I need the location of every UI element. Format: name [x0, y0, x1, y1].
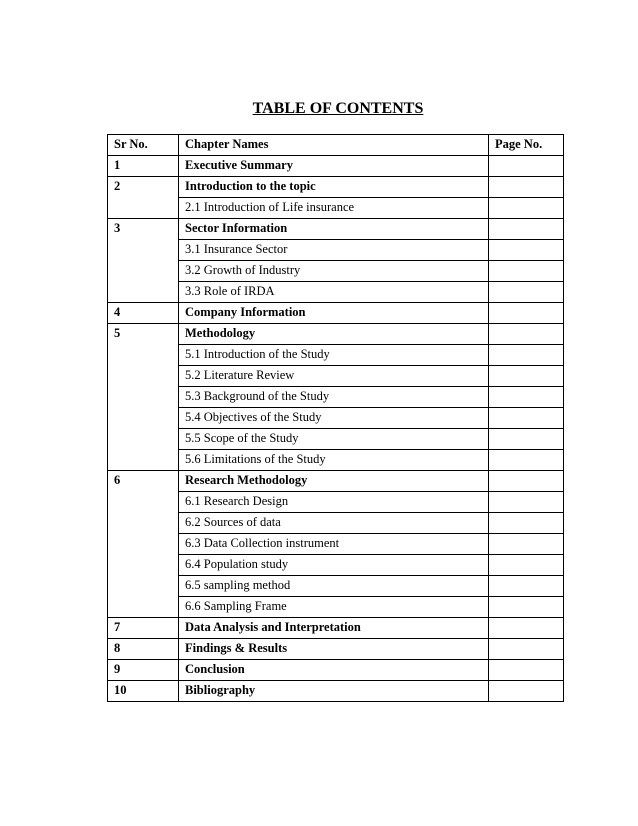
header-chapter-names: Chapter Names: [179, 135, 489, 156]
sr-no-empty-cell: [108, 450, 179, 471]
sr-no-empty-cell: [108, 408, 179, 429]
chapter-name-cell: Executive Summary: [179, 156, 489, 177]
sr-no-empty-cell: [108, 534, 179, 555]
page-no-cell: [489, 555, 564, 576]
page-no-cell: [489, 639, 564, 660]
page-no-cell: [489, 261, 564, 282]
table-row: [108, 387, 564, 408]
page-no-cell: [489, 345, 564, 366]
table-row: [108, 639, 564, 660]
sr-no-cell: 5: [108, 324, 179, 345]
table-row: [108, 198, 564, 219]
section-name-cell: 3.1 Insurance Sector: [179, 240, 489, 261]
section-name-cell: 6.3 Data Collection instrument: [179, 534, 489, 555]
page-no-cell: [489, 282, 564, 303]
table-row: [108, 408, 564, 429]
section-name-cell: 2.1 Introduction of Life insurance: [179, 198, 489, 219]
chapter-name-cell: Methodology: [179, 324, 489, 345]
table-row: [108, 177, 564, 198]
table-row: [108, 303, 564, 324]
chapter-name-cell: Introduction to the topic: [179, 177, 489, 198]
section-name-cell: 3.3 Role of IRDA: [179, 282, 489, 303]
page-no-cell: [489, 492, 564, 513]
section-name-cell: 3.2 Growth of Industry: [179, 261, 489, 282]
toc-body: [108, 156, 564, 702]
page-no-cell: [489, 429, 564, 450]
table-row: [108, 261, 564, 282]
page-no-cell: [489, 513, 564, 534]
toc-table: [107, 134, 564, 702]
section-name-cell: 6.1 Research Design: [179, 492, 489, 513]
chapter-name-cell: Sector Information: [179, 219, 489, 240]
sr-no-cell: 2: [108, 177, 179, 198]
chapter-name-cell: Company Information: [179, 303, 489, 324]
page-no-cell: [489, 303, 564, 324]
sr-no-empty-cell: [108, 429, 179, 450]
table-row: [108, 597, 564, 618]
chapter-name-cell: Findings & Results: [179, 639, 489, 660]
section-name-cell: 5.6 Limitations of the Study: [179, 450, 489, 471]
sr-no-empty-cell: [108, 366, 179, 387]
sr-no-empty-cell: [108, 240, 179, 261]
table-header-row: [108, 135, 564, 156]
sr-no-empty-cell: [108, 597, 179, 618]
sr-no-cell: 6: [108, 471, 179, 492]
page-title: TABLE OF CONTENTS: [252, 100, 424, 117]
page-no-cell: [489, 450, 564, 471]
table-row: [108, 534, 564, 555]
sr-no-empty-cell: [108, 387, 179, 408]
page-no-cell: [489, 387, 564, 408]
section-name-cell: 5.1 Introduction of the Study: [179, 345, 489, 366]
section-name-cell: 6.6 Sampling Frame: [179, 597, 489, 618]
chapter-name-cell: Bibliography: [179, 681, 489, 702]
sr-no-cell: 9: [108, 660, 179, 681]
table-row: [108, 555, 564, 576]
table-row: [108, 156, 564, 177]
page-no-cell: [489, 681, 564, 702]
page-no-cell: [489, 219, 564, 240]
table-row: [108, 471, 564, 492]
sr-no-empty-cell: [108, 513, 179, 534]
section-name-cell: 6.2 Sources of data: [179, 513, 489, 534]
section-name-cell: 5.4 Objectives of the Study: [179, 408, 489, 429]
sr-no-empty-cell: [108, 555, 179, 576]
page-no-cell: [489, 471, 564, 492]
page-no-cell: [489, 660, 564, 681]
section-name-cell: 5.2 Literature Review: [179, 366, 489, 387]
page-no-cell: [489, 534, 564, 555]
table-row: [108, 282, 564, 303]
sr-no-cell: 7: [108, 618, 179, 639]
table-row: [108, 492, 564, 513]
table-row: [108, 681, 564, 702]
section-name-cell: 6.4 Population study: [179, 555, 489, 576]
page-no-cell: [489, 618, 564, 639]
section-name-cell: 5.5 Scope of the Study: [179, 429, 489, 450]
page-no-cell: [489, 156, 564, 177]
page-no-cell: [489, 240, 564, 261]
page-no-cell: [489, 324, 564, 345]
header-page-no: Page No.: [489, 135, 564, 156]
sr-no-empty-cell: [108, 576, 179, 597]
table-row: [108, 513, 564, 534]
table-row: [108, 576, 564, 597]
page-no-cell: [489, 177, 564, 198]
table-row: [108, 240, 564, 261]
sr-no-empty-cell: [108, 282, 179, 303]
chapter-name-cell: Research Methodology: [179, 471, 489, 492]
table-row: [108, 618, 564, 639]
chapter-name-cell: Conclusion: [179, 660, 489, 681]
table-row: [108, 366, 564, 387]
sr-no-empty-cell: [108, 345, 179, 366]
sr-no-empty-cell: [108, 261, 179, 282]
sr-no-cell: 8: [108, 639, 179, 660]
table-row: [108, 429, 564, 450]
sr-no-cell: 3: [108, 219, 179, 240]
page-no-cell: [489, 366, 564, 387]
page-no-cell: [489, 408, 564, 429]
sr-no-cell: 10: [108, 681, 179, 702]
sr-no-empty-cell: [108, 492, 179, 513]
chapter-name-cell: Data Analysis and Interpretation: [179, 618, 489, 639]
section-name-cell: 6.5 sampling method: [179, 576, 489, 597]
page-no-cell: [489, 198, 564, 219]
table-row: [108, 450, 564, 471]
page-no-cell: [489, 597, 564, 618]
sr-no-cell: 4: [108, 303, 179, 324]
header-sr-no: Sr No.: [108, 135, 179, 156]
page-no-cell: [489, 576, 564, 597]
table-row: [108, 345, 564, 366]
sr-no-empty-cell: [108, 198, 179, 219]
sr-no-cell: 1: [108, 156, 179, 177]
table-row: [108, 219, 564, 240]
table-row: [108, 660, 564, 681]
table-row: [108, 324, 564, 345]
section-name-cell: 5.3 Background of the Study: [179, 387, 489, 408]
